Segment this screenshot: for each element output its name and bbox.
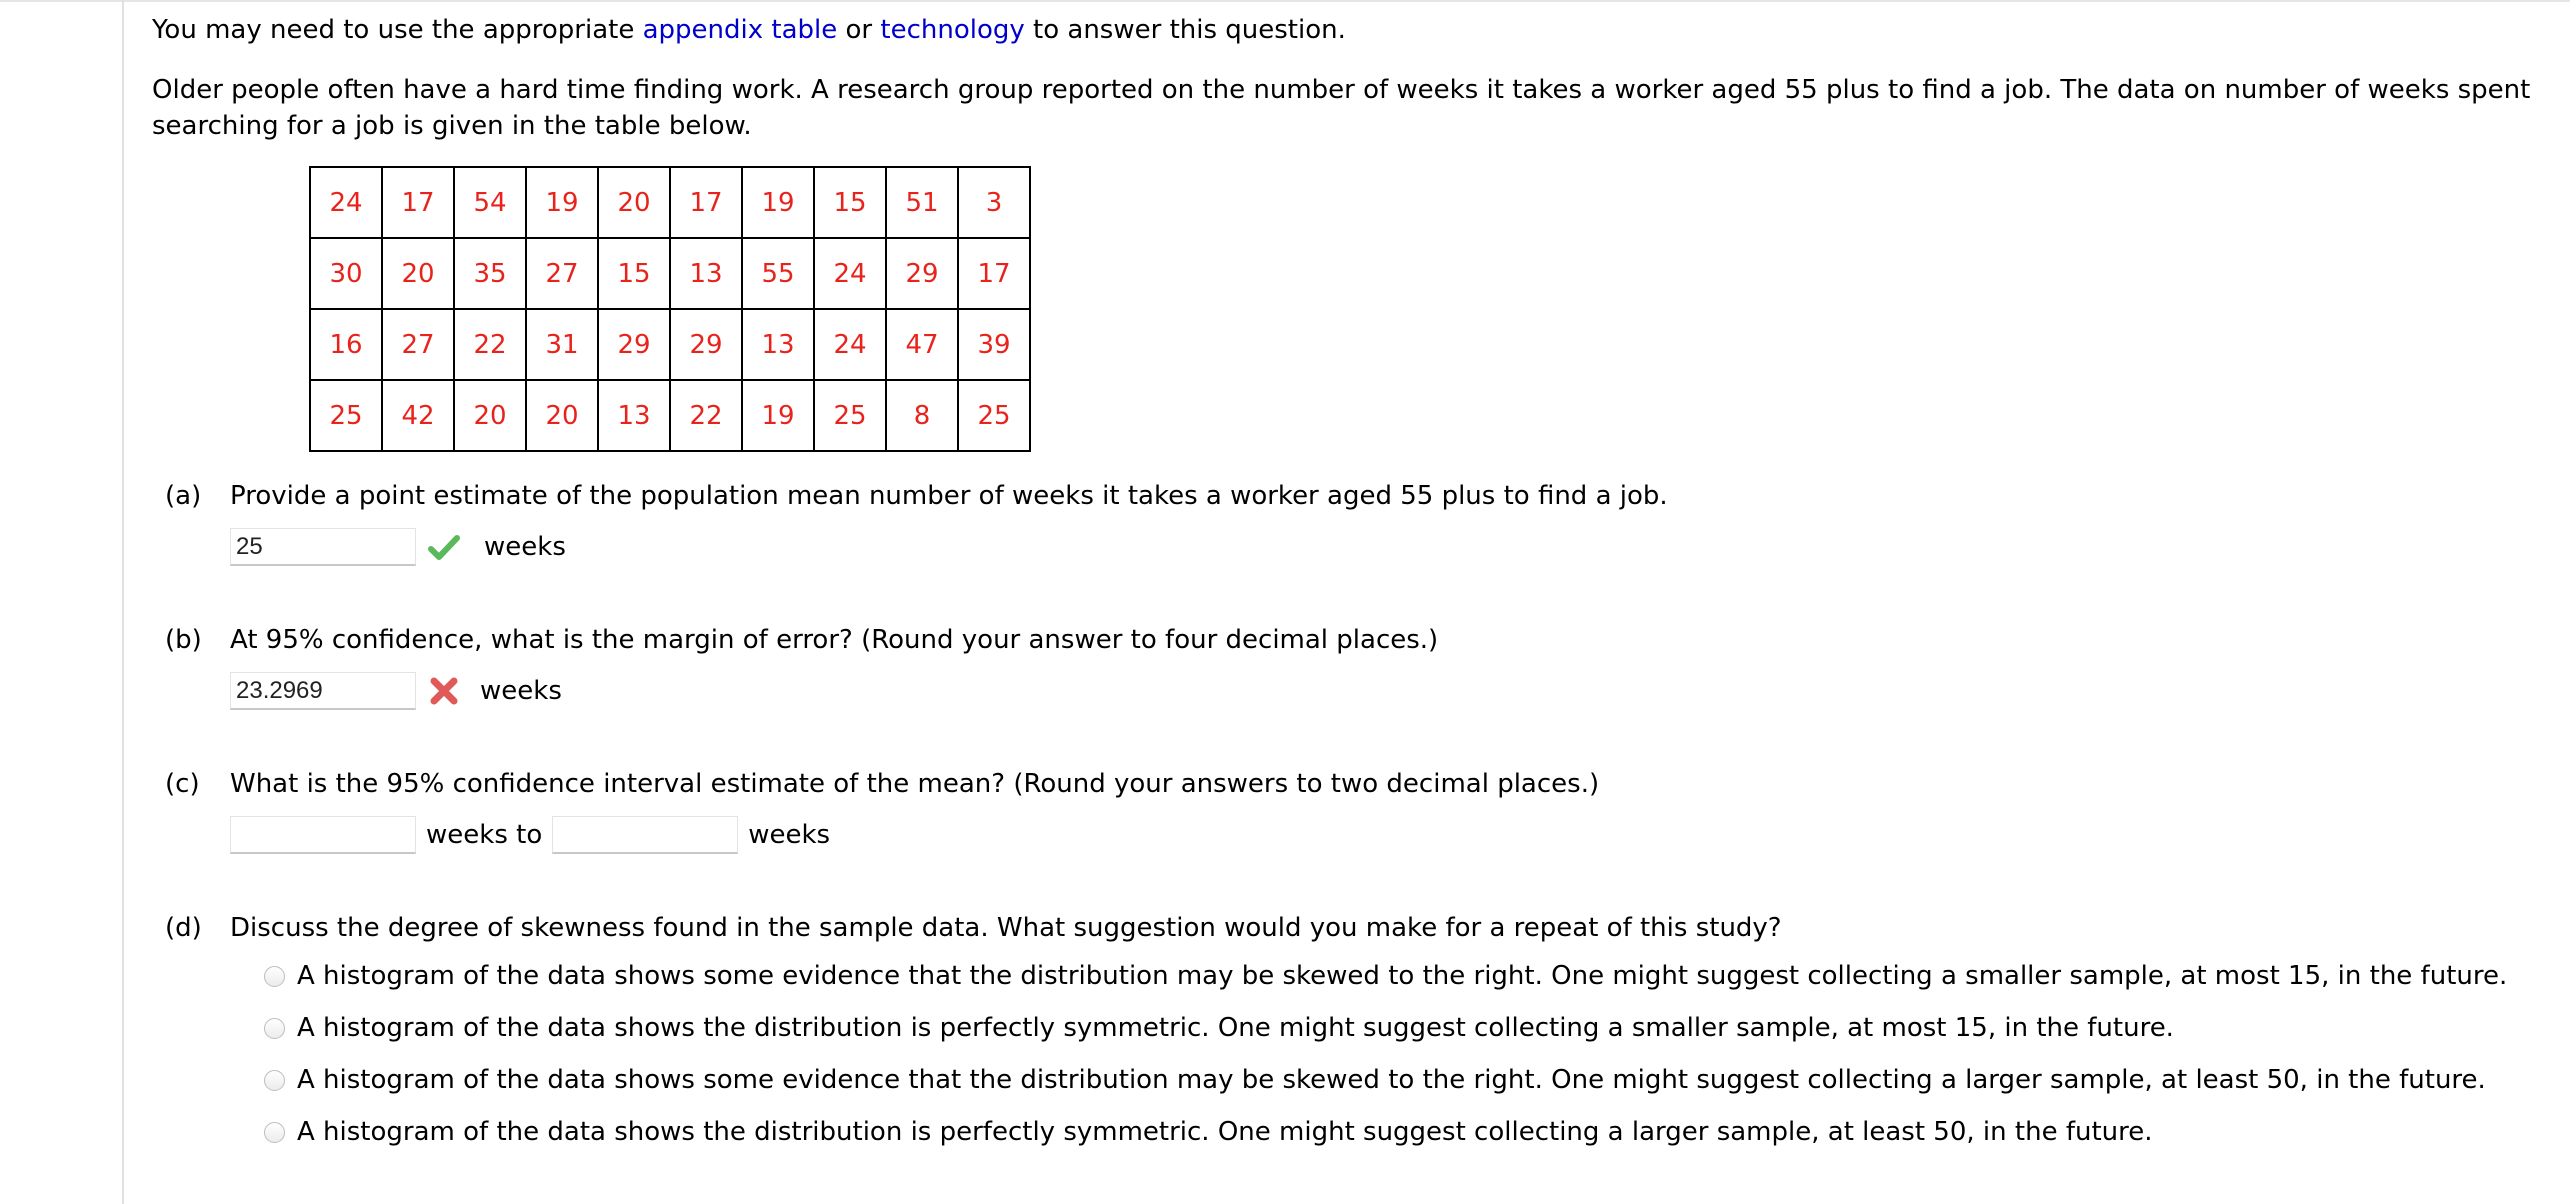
table-row (310, 380, 1030, 451)
table-cell: 17 (670, 167, 742, 238)
table-cell: 13 (598, 380, 670, 451)
table-cell: 47 (886, 309, 958, 380)
part-b-label: (b) (165, 625, 202, 655)
radio-button[interactable] (264, 1018, 285, 1039)
table-cell: 54 (454, 167, 526, 238)
table-cell: 22 (670, 380, 742, 451)
part-c-unit-end: weeks (748, 820, 831, 850)
table-cell: 17 (382, 167, 454, 238)
table-cell: 20 (382, 238, 454, 309)
part-b (152, 622, 2552, 712)
table-cell: 24 (310, 167, 382, 238)
table-cell: 25 (814, 380, 886, 451)
ci-lower-input[interactable] (230, 816, 416, 854)
part-c-label: (c) (165, 769, 200, 799)
table-cell: 16 (310, 309, 382, 380)
part-a-question: Provide a point estimate of the population mean number of weeks it takes a worker aged 55 plus to find a job. (230, 481, 1668, 511)
table-cell: 31 (526, 309, 598, 380)
table-cell: 15 (814, 167, 886, 238)
table-cell: 13 (742, 309, 814, 380)
part-d-label: (d) (165, 913, 202, 943)
part-a-answer-row (230, 526, 2552, 568)
part-d-question: Discuss the degree of skewness found in the sample data. What suggestion would you make for a repeat of this study? (230, 913, 1782, 943)
part-b-unit: weeks (480, 676, 562, 706)
part-d (152, 910, 2552, 1158)
table-cell: 19 (742, 167, 814, 238)
table-cell: 15 (598, 238, 670, 309)
technology-link[interactable]: technology (880, 15, 1025, 45)
table-cell: 19 (526, 167, 598, 238)
appendix-table-link[interactable]: appendix table (642, 15, 838, 45)
option-2[interactable] (264, 1002, 2552, 1054)
table-row (310, 238, 1030, 309)
table-cell: 19 (742, 380, 814, 451)
part-c-answer-row (230, 814, 2552, 856)
table-cell: 3 (958, 167, 1030, 238)
top-divider (0, 0, 2570, 2)
table-cell: 55 (742, 238, 814, 309)
left-margin-rule (122, 0, 124, 1204)
table-cell: 51 (886, 167, 958, 238)
option-1[interactable] (264, 950, 2552, 1002)
option-1-label: A histogram of the data shows some evidence that the distribution may be skewed to the right. One might suggest collecting a smaller sample, at most 15, in the future. (297, 961, 2508, 991)
skewness-options (264, 950, 2552, 1158)
table-cell: 20 (526, 380, 598, 451)
option-2-label: A histogram of the data shows the distribution is perfectly symmetric. One might suggest collecting a smaller sample, at most 15, in the future. (297, 1013, 2174, 1043)
table-cell: 24 (814, 309, 886, 380)
radio-button[interactable] (264, 966, 285, 987)
part-c (152, 766, 2552, 856)
table-row (310, 309, 1030, 380)
data-table (309, 166, 1031, 452)
table-cell: 39 (958, 309, 1030, 380)
table-cell: 17 (958, 238, 1030, 309)
part-b-answer-row (230, 670, 2552, 712)
table-cell: 29 (598, 309, 670, 380)
x-mark-icon (426, 673, 462, 709)
table-cell: 42 (382, 380, 454, 451)
part-c-question: What is the 95% confidence interval estimate of the mean? (Round your answers to two decimal places.) (230, 769, 1600, 799)
problem-statement: Older people often have a hard time finding work. A research group reported on the number of weeks it takes a worker aged 55 plus to find a job. The data on number of weeks spent searching for a job is given in the table below. (152, 75, 2531, 141)
option-3[interactable] (264, 1054, 2552, 1106)
table-cell: 20 (598, 167, 670, 238)
part-a-label: (a) (165, 481, 202, 511)
margin-of-error-input[interactable] (230, 672, 416, 710)
checkmark-icon (426, 529, 462, 565)
option-4[interactable] (264, 1106, 2552, 1158)
table-cell: 25 (958, 380, 1030, 451)
part-a (152, 478, 2552, 568)
ci-upper-input[interactable] (552, 816, 738, 854)
table-cell: 22 (454, 309, 526, 380)
table-cell: 27 (526, 238, 598, 309)
part-a-unit: weeks (484, 532, 566, 562)
option-4-label: A histogram of the data shows the distribution is perfectly symmetric. One might suggest collecting a larger sample, at least 50, in the future. (297, 1117, 2153, 1147)
table-cell: 29 (886, 238, 958, 309)
option-3-label: A histogram of the data shows some evidence that the distribution may be skewed to the right. One might suggest collecting a larger sample, at least 50, in the future. (297, 1065, 2486, 1095)
radio-button[interactable] (264, 1070, 285, 1091)
table-cell: 20 (454, 380, 526, 451)
point-estimate-input[interactable] (230, 528, 416, 566)
table-cell: 29 (670, 309, 742, 380)
table-cell: 35 (454, 238, 526, 309)
table-cell: 30 (310, 238, 382, 309)
table-row (310, 167, 1030, 238)
part-c-unit-mid: weeks to (426, 820, 543, 850)
table-cell: 27 (382, 309, 454, 380)
intro-line: You may need to use the appropriate appendix table or technology to answer this question. (152, 15, 1346, 45)
table-cell: 8 (886, 380, 958, 451)
part-b-question: At 95% confidence, what is the margin of error? (Round your answer to four decimal places.) (230, 625, 1439, 655)
radio-button[interactable] (264, 1122, 285, 1143)
question-content (152, 12, 2552, 1158)
table-cell: 25 (310, 380, 382, 451)
table-cell: 13 (670, 238, 742, 309)
table-cell: 24 (814, 238, 886, 309)
